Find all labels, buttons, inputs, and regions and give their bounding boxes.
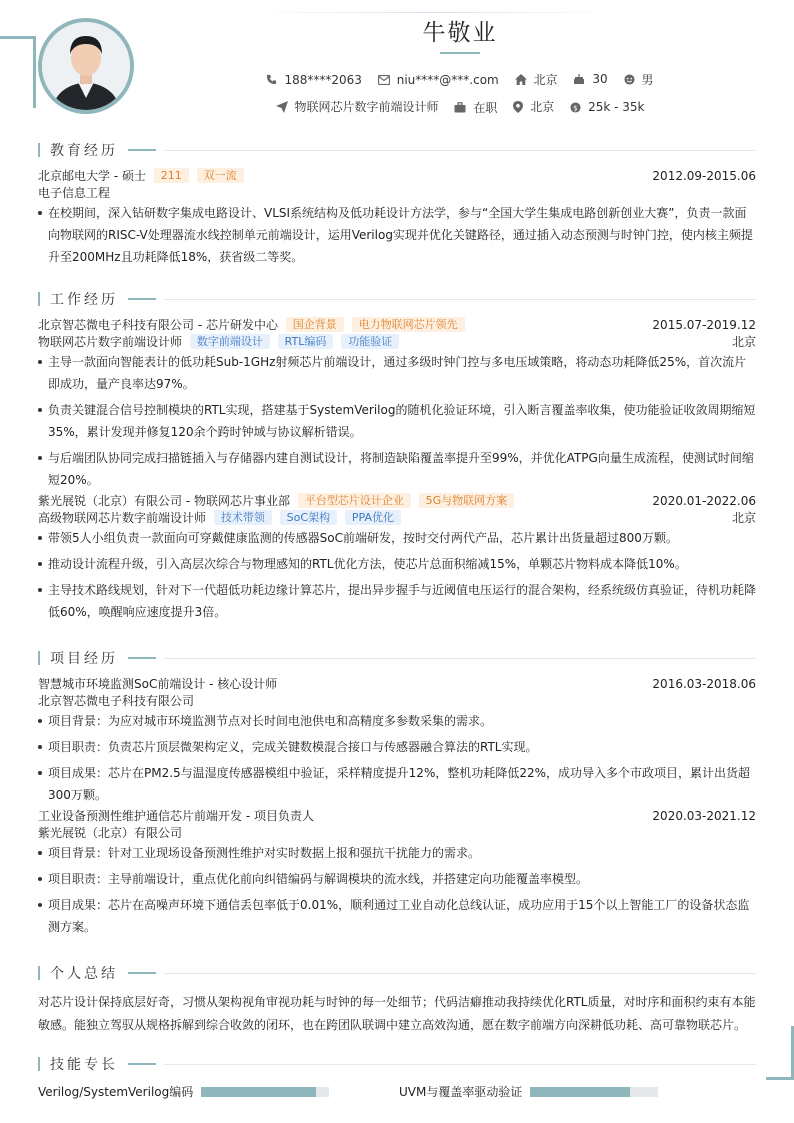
skill-level-bar bbox=[530, 1087, 658, 1097]
project-bullet: 项目成果：芯片在高噪声环境下通信丢包率低于0.01%，顺利通过工业自动化总线认证，成功应用于15个以上智能工厂的设备状态监测方案。 bbox=[38, 894, 756, 938]
company-tag: 5G与物联网方案 bbox=[419, 493, 515, 508]
gender-item bbox=[624, 71, 654, 88]
skill-name: Verilog/SystemVerilog编码 bbox=[38, 1085, 194, 1099]
email-icon bbox=[378, 75, 390, 85]
gender-text: 男 bbox=[641, 73, 654, 87]
project-period: 2020.03-2021.12 bbox=[652, 809, 756, 823]
school-tag: 211 bbox=[154, 168, 189, 183]
school-name: 北京邮电大学 - 硕士 bbox=[38, 169, 146, 183]
job-bullet: 带领5人小组负责一款面向可穿戴健康监测的传感器SoC前端研发，按时交付两代产品，芯片累计出货量超过800万颗。 bbox=[38, 527, 756, 549]
skill-item bbox=[399, 1083, 658, 1100]
section-title: 教育经历 bbox=[50, 143, 118, 159]
phone-icon bbox=[266, 74, 277, 85]
job-bullet: 主导一款面向智能表计的低功耗Sub-1GHz射频芯片前端设计，通过多级时钟门控与多电压域策略，将动态功耗降低25%，首次流片即成功，量产良率达97%。 bbox=[38, 351, 756, 395]
location-text: 北京 bbox=[530, 100, 555, 114]
section-title: 项目经历 bbox=[50, 651, 118, 667]
job-bullet: 负责关键混合信号控制模块的RTL实现，搭建基于SystemVerilog的随机化验证环境，引入断言覆盖率收集，使功能验证收敛周期缩短35%，累计发现并修复120余个跨时钟域与协议解析错误。 bbox=[38, 399, 756, 443]
education-entry-header bbox=[38, 168, 756, 185]
email-item bbox=[378, 73, 499, 87]
section-header bbox=[38, 648, 756, 668]
skills-section bbox=[38, 1054, 756, 1074]
salary-item bbox=[570, 100, 644, 114]
company-tag: 电力物联网芯片领先 bbox=[352, 317, 465, 332]
cake-icon bbox=[573, 73, 585, 85]
skill-level-bar bbox=[201, 1087, 329, 1097]
work-section bbox=[38, 289, 756, 623]
role-tag: RTL编码 bbox=[278, 334, 334, 349]
job-header bbox=[38, 493, 756, 510]
role-tag: 功能验证 bbox=[341, 334, 399, 349]
school-tag: 双一流 bbox=[197, 168, 244, 183]
project-header bbox=[38, 808, 756, 825]
phone-text: 188****2063 bbox=[284, 72, 362, 87]
company-tag: 国企背景 bbox=[286, 317, 344, 332]
location-item bbox=[513, 98, 554, 115]
job-city: 北京 bbox=[731, 335, 756, 349]
role-tag: SoC架构 bbox=[280, 510, 337, 525]
project-header bbox=[38, 676, 756, 693]
skill-item bbox=[38, 1083, 329, 1100]
job-role-row bbox=[38, 334, 756, 351]
project-bullet: 项目职责：负责芯片顶层微架构定义，完成关键数模混合接口与传感器融合算法的RTL实现。 bbox=[38, 736, 756, 758]
candidate-name: 牛敬业 bbox=[422, 20, 498, 46]
project-bullet: 项目背景：针对工业现场设备预测性维护对实时数据上报和强抗干扰能力的需求。 bbox=[38, 842, 756, 864]
company-name: 北京智芯微电子科技有限公司 - 芯片研发中心 bbox=[38, 318, 278, 332]
briefcase-icon bbox=[454, 102, 466, 113]
skill-name: UVM与覆盖率驱动验证 bbox=[399, 1085, 523, 1099]
summary-section bbox=[38, 963, 756, 1037]
education-bullet: 在校期间，深入钻研数字集成电路设计、VLSI系统结构及低功耗设计方法学，参与“全国大学生集成电路创新创业大赛”，负责一款面向物联网的RISC-V处理器流水线控制单元前端设计，运用Verilog实现并优化关键路径，通过插入动态预测与时钟门控，使内核主频提升至200MHz且功耗降低18%，获省级二等奖。 bbox=[38, 202, 756, 268]
email-text: niu****@***.com bbox=[396, 73, 499, 87]
location-pin-icon bbox=[513, 101, 523, 113]
salary-icon bbox=[570, 102, 581, 113]
skill-level-fill bbox=[530, 1087, 630, 1097]
role-tag: PPA优化 bbox=[345, 510, 401, 525]
job-bullet: 推动设计流程升级，引入高层次综合与物理感知的RTL优化方法，使芯片总面积缩减15%，单颗芯片物料成本降低10%。 bbox=[38, 553, 756, 575]
position-text: 物联网芯片数字前端设计师 bbox=[294, 100, 439, 114]
corner-decoration-bottom-right bbox=[766, 1026, 794, 1080]
company-tag: 平台型芯片设计企业 bbox=[298, 493, 411, 508]
role-tag: 数字前端设计 bbox=[190, 334, 270, 349]
project-bullet: 项目成果：芯片在PM2.5与温湿度传感器模组中验证，采样精度提升12%，整机功耗降低22%，成功导入多个市政项目，累计出货超300万颗。 bbox=[38, 762, 756, 806]
status-text: 在职 bbox=[473, 100, 498, 115]
job-intent-row bbox=[0, 98, 794, 116]
project-org: 北京智芯微电子科技有限公司 bbox=[38, 694, 195, 708]
project-name: 工业设备预测性维护通信芯片前端开发 - 项目负责人 bbox=[38, 809, 314, 823]
projects-section bbox=[38, 648, 756, 938]
svg-text:$: $ bbox=[573, 102, 578, 112]
role-tag: 技术带领 bbox=[214, 510, 272, 525]
gender-icon bbox=[624, 74, 635, 85]
job-header bbox=[38, 317, 756, 334]
send-icon bbox=[276, 101, 288, 113]
skill-level-fill bbox=[201, 1087, 316, 1097]
salary-text: 25k - 35k bbox=[588, 100, 645, 114]
city-item bbox=[515, 71, 558, 88]
job-bullet: 主导技术路线规划，针对下一代超低功耗边缘计算芯片，提出异步握手与近阈值电压运行的混合架构，经系统级仿真验证，待机功耗降低60%，唤醒响应速度提升3倍。 bbox=[38, 579, 756, 623]
project-period: 2016.03-2018.06 bbox=[652, 677, 756, 691]
section-header bbox=[38, 289, 756, 309]
job-role-row bbox=[38, 510, 756, 527]
name-underline bbox=[440, 52, 480, 54]
job-period: 2020.01-2022.06 bbox=[652, 494, 756, 508]
education-section bbox=[38, 140, 756, 268]
project-org: 紫光展锐（北京）有限公司 bbox=[38, 826, 183, 840]
job-period: 2015.07-2019.12 bbox=[652, 318, 756, 332]
section-header bbox=[38, 1054, 756, 1074]
section-header bbox=[38, 140, 756, 160]
job-city: 北京 bbox=[731, 511, 756, 525]
major: 电子信息工程 bbox=[38, 186, 111, 200]
home-icon bbox=[515, 74, 527, 85]
contact-row bbox=[0, 71, 794, 88]
section-title: 工作经历 bbox=[50, 292, 118, 308]
age-text: 30 bbox=[592, 72, 608, 86]
project-name: 智慧城市环境监测SoC前端设计 - 核心设计师 bbox=[38, 677, 278, 691]
job-bullet: 与后端团队协同完成扫描链插入与存储器内建自测试设计，将制造缺陷覆盖率提升至99%，并优化ATPG向量生成流程，使测试时间缩短20%。 bbox=[38, 447, 756, 491]
phone-item bbox=[266, 73, 361, 87]
job-role: 高级物联网芯片数字前端设计师 bbox=[38, 511, 207, 525]
education-period: 2012.09-2015.06 bbox=[652, 169, 756, 183]
section-title: 个人总结 bbox=[50, 966, 118, 982]
project-bullet: 项目背景：为应对城市环境监测节点对长时间电池供电和高精度多参数采集的需求。 bbox=[38, 710, 756, 732]
city-text: 北京 bbox=[533, 73, 558, 87]
top-decor-line bbox=[254, 12, 614, 13]
summary-text: 对芯片设计保持底层好奇，习惯从架构视角审视功耗与时钟的每一处细节；代码洁癖推动我持续优化RTL质量，对时序和面积约束有本能敏感。能独立驾驭从规格拆解到综合收敛的闭环，也在跨团队联调中建立高效沟通，愿在数字前端方向深耕低功耗、高可靠物联芯片。 bbox=[38, 995, 756, 1032]
job-role: 物联网芯片数字前端设计师 bbox=[38, 335, 183, 349]
section-header bbox=[38, 963, 756, 983]
status-item bbox=[454, 99, 497, 116]
position-item bbox=[276, 98, 439, 115]
section-title: 技能专长 bbox=[50, 1057, 118, 1073]
company-name: 紫光展锐（北京）有限公司 - 物联网芯片事业部 bbox=[38, 494, 290, 508]
age-item bbox=[573, 72, 607, 86]
project-bullet: 项目职责：主导前端设计，重点优化前向纠错编码与解调模块的流水线，并搭建定向功能覆盖率模型。 bbox=[38, 868, 756, 890]
